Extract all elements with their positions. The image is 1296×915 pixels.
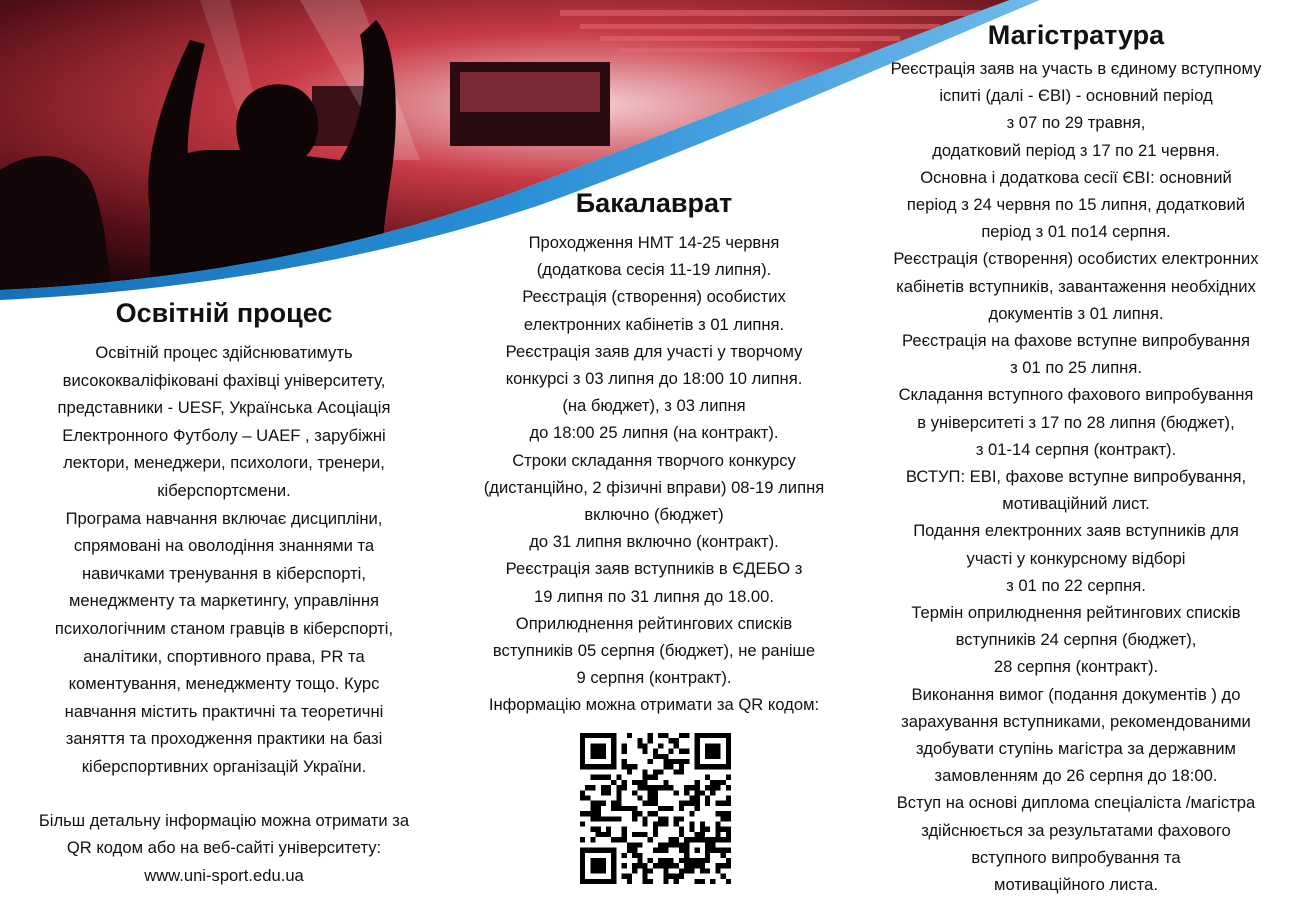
text-line: з 01-14 серпня (контракт). bbox=[975, 439, 1177, 459]
education-process-section bbox=[18, 298, 430, 889]
text-line: (дистанційно, 2 фізичні вправи) 08-19 липня bbox=[483, 477, 825, 497]
text-line: аналітики, спортивного права, PR та bbox=[83, 646, 365, 666]
text-line: вступників 05 серпня (бюджет), не раніше bbox=[492, 641, 816, 661]
text-line: зарахування вступниками, рекомендованими bbox=[901, 711, 1251, 731]
text-line: Електронного Футболу – UAEF , зарубіжні bbox=[62, 425, 386, 445]
text-line: з 01 по 25 липня. bbox=[1010, 358, 1142, 378]
text-line: (додаткова сесія 11-19 липня). bbox=[536, 260, 772, 280]
master-section bbox=[870, 20, 1282, 898]
text-line: мотиваційний лист. bbox=[1002, 494, 1150, 514]
text-line: Освітній процес здійснюватимуть bbox=[95, 343, 353, 362]
text-line: Вступ на основі диплома спеціаліста /магістра bbox=[896, 793, 1256, 813]
text-line: лектори, менеджери, психологи, тренери, bbox=[63, 453, 385, 473]
text-line: участі у конкурсному відборі bbox=[966, 548, 1186, 568]
text-line: Складання вступного фахового випробування bbox=[898, 385, 1254, 405]
contact-info-text bbox=[18, 807, 430, 890]
text-line: QR кодом або на веб-сайті університету: bbox=[66, 838, 382, 858]
text-line: з 01 по 22 серпня. bbox=[1006, 575, 1146, 595]
text-line: Термін оприлюднення рейтингових списків bbox=[911, 603, 1241, 623]
text-line: навчання містить практичні та теоретичні bbox=[64, 701, 384, 721]
text-line: вступників 24 серпня (бюджет), bbox=[955, 630, 1197, 650]
text-line: замовленням до 26 серпня до 18:00. bbox=[934, 766, 1218, 786]
text-line: 28 серпня (контракт). bbox=[993, 657, 1159, 677]
qr-code[interactable] bbox=[580, 733, 731, 884]
text-line: Реєстрація заяв вступників в ЄДЕБО з bbox=[505, 559, 803, 579]
text-line: період з 24 червня по 15 липня, додатковий bbox=[906, 195, 1246, 215]
text-line: 9 серпня (контракт). bbox=[576, 668, 732, 688]
text-line: включно (бюджет) bbox=[584, 505, 724, 525]
text-line: висококваліфіковані фахівці університету, bbox=[62, 370, 386, 390]
text-line: Реєстрація на фахове вступне випробування bbox=[902, 331, 1250, 351]
text-line: менеджменту та маркетингу, управління bbox=[69, 591, 379, 611]
master-text bbox=[870, 55, 1282, 898]
text-line: кіберспортсмени. bbox=[157, 480, 291, 500]
text-line: з 07 по 29 травня, bbox=[1006, 113, 1146, 133]
education-process-text bbox=[18, 339, 430, 505]
text-line: Реєстрація (створення) особистих bbox=[522, 287, 786, 307]
bachelor-text bbox=[448, 229, 860, 719]
text-line: спрямовані на оволодіння знаннями та bbox=[73, 536, 375, 556]
education-process-heading: Освітній процес bbox=[115, 298, 333, 328]
text-line: до 18:00 25 липня (на контракт). bbox=[529, 423, 779, 443]
text-line: ВСТУП: ЕВІ, фахове вступне випробування, bbox=[905, 467, 1247, 487]
text-line: в університеті з 17 по 28 липня (бюджет), bbox=[917, 412, 1235, 432]
text-line: Строки складання творчого конкурсу bbox=[512, 450, 796, 470]
text-line: Оприлюднення рейтингових списків bbox=[515, 613, 793, 633]
text-line: конкурсі з 03 липня до 18:00 10 липня. bbox=[505, 369, 803, 389]
text-line: електронних кабінетів з 01 липня. bbox=[523, 314, 785, 334]
text-line: Реєстрація (створення) особистих електронних bbox=[893, 249, 1259, 269]
text-line: Програма навчання включає дисципліни, bbox=[65, 508, 383, 528]
text-line: мотиваційного листа. bbox=[994, 875, 1158, 895]
text-line: вступного випробування та bbox=[971, 847, 1181, 867]
text-line: навичками тренування в кіберспорті, bbox=[82, 563, 366, 583]
text-line: кіберспортивних організацій України. bbox=[81, 756, 367, 776]
text-line: додатковий період з 17 по 21 червня. bbox=[932, 140, 1220, 160]
text-line: здобувати ступінь магістра за державним bbox=[916, 739, 1236, 759]
text-line: документів з 01 липня. bbox=[988, 303, 1164, 323]
text-line: Реєстрація заяв на участь в єдиному вступному bbox=[890, 59, 1262, 78]
text-line: Реєстрація заяв для участі у творчому bbox=[505, 341, 803, 361]
text-line: кабінетів вступників, завантаження необхідних bbox=[896, 276, 1256, 296]
text-line: Основна і додаткова сесії ЄВІ: основний bbox=[920, 167, 1232, 187]
bachelor-section bbox=[448, 188, 860, 719]
text-line: заняття та проходження практики на базі bbox=[65, 729, 383, 749]
text-line: (на бюджет), з 03 липня bbox=[562, 396, 746, 416]
text-line: Виконання вимог (подання документів ) до bbox=[911, 684, 1241, 704]
master-heading: Магістратура bbox=[987, 20, 1165, 50]
text-line: 19 липня по 31 липня до 18.00. bbox=[533, 586, 774, 606]
text-line: Інформацію можна отримати за QR кодом: bbox=[488, 695, 820, 715]
text-line: іспиті (далі - ЄВІ) - основний період bbox=[939, 86, 1213, 106]
text-line: Подання електронних заяв вступників для bbox=[913, 521, 1239, 541]
website-link[interactable]: www.uni-sport.edu.ua bbox=[144, 865, 304, 885]
text-line: до 31 липня включно (контракт). bbox=[529, 532, 779, 552]
text-line: Більш детальну інформацію можна отримати за bbox=[38, 810, 410, 830]
program-description-text bbox=[18, 505, 430, 781]
text-line: представники - UESF, Українська Асоціація bbox=[57, 398, 391, 418]
text-line: психологічним станом гравців в кіберспорті, bbox=[54, 618, 394, 638]
text-line: здійснюється за результатами фахового bbox=[921, 820, 1231, 840]
text-line: Проходження НМТ 14-25 червня bbox=[528, 233, 780, 252]
bachelor-heading: Бакалаврат bbox=[575, 188, 733, 218]
text-line: коментування, менеджменту тощо. Курс bbox=[68, 674, 380, 694]
text-line: період з 01 по14 серпня. bbox=[981, 222, 1171, 242]
